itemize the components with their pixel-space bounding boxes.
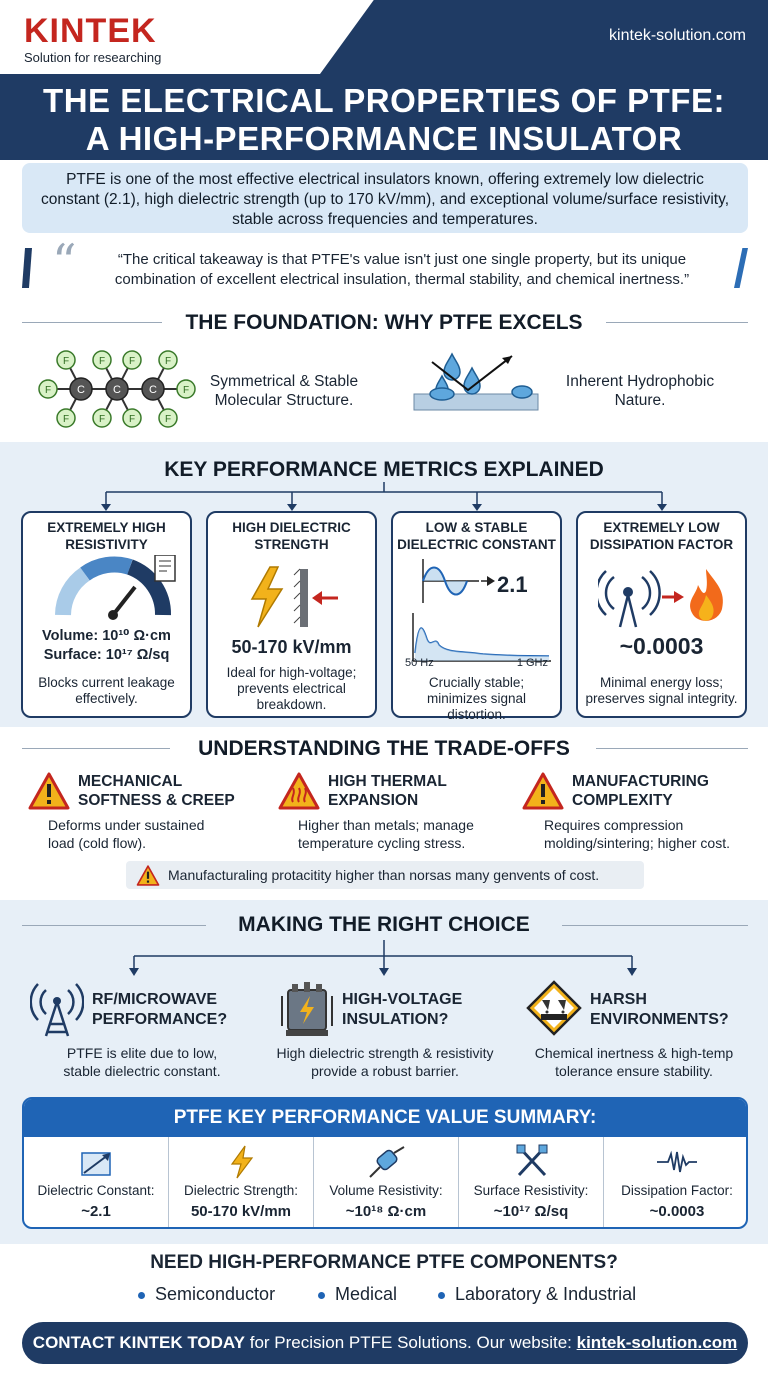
title-line: COMPLEXITY [572,792,673,809]
desc-line: Requires compression [544,817,684,833]
title-line-1: THE ELECTRICAL PROPERTIES OF PTFE: [43,82,725,119]
gauge-icon [55,555,181,627]
desc-line: High dielectric strength & resistivity [276,1045,494,1061]
warning-icon [28,772,70,810]
atom-label: F [62,414,70,425]
card-desc: Crucially stable; minimizes signal distortion. [426,675,527,722]
title-line: HIGH THERMAL [328,773,447,790]
atom-label: F [44,385,52,396]
surface-resistivity-value: Surface: 10¹⁷ Ω/sq [43,647,170,663]
desc-line: temperature cycling stress. [298,835,466,851]
card-value: 2.1 [497,572,528,597]
note-text: Manufacturaling protacitity higher than norsas many genvents of cost. [168,867,600,883]
choice-desc-rf [22,1044,262,1080]
summary-label: Dissipation Factor: [621,1183,733,1198]
summary-cell-surface-resistivity [459,1137,604,1229]
atom-label: F [182,385,190,396]
summary-label: Dielectric Constant: [37,1183,155,1198]
desc-line: Deforms under sustained [48,817,205,833]
title-line: RF/MICROWAVE [92,991,218,1008]
cta-title: NEED HIGH-PERFORMANCE PTFE COMPONENTS? [150,1252,618,1273]
card-desc: Minimal energy loss; preserves signal integrity. [585,675,738,706]
title-line: SOFTNESS & CREEP [78,792,235,809]
atom-label: F [98,414,106,425]
metric-card-dielectric-strength [206,511,377,718]
choice-title-harsh [590,990,729,1030]
metrics-title: KEY PERFORMANCE METRICS EXPLAINED [164,458,604,481]
list-item-label: Semiconductor [155,1284,276,1304]
tradeoff-mechanical [28,772,248,862]
metric-card-dissipation [576,511,747,718]
radio-tower-icon [30,982,84,1038]
card-value [23,627,190,665]
atom-label: F [128,414,136,425]
contact-text: for Precision PTFE Solutions. Our website: [245,1333,577,1352]
crossed-tools-icon [515,1143,549,1179]
choice-connector [0,940,768,980]
bullet-icon [138,1292,145,1299]
intro-box: PTFE is one of the most effective electrical insulators known, offering extremely low dielectric constant (2.1), high dielectric strength (up to 170 kV/mm), and exceptional volume/surface resistivity, stable across frequencies and temperatures. [22,163,748,233]
transformer-icon [280,980,334,1038]
resistor-icon [368,1145,406,1179]
desc-line: PTFE is elite due to low, [66,1045,218,1061]
kintek-logo[interactable] [24,14,161,65]
card-title: EXTREMELY LOW DISSIPATION FACTOR [589,520,734,552]
desc-line: molding/sintering; higher cost. [544,835,730,851]
bullet-icon [438,1292,445,1299]
quote-bar-right [734,248,748,288]
title-line: MANUFACTURING [572,773,709,790]
title-line: EXPANSION [328,792,419,809]
summary-value: ~2.1 [81,1203,111,1220]
card-value: ~0.0003 [619,633,704,659]
desc-line: Higher than metals; manage [298,817,474,833]
title-line: MECHANICAL [78,773,183,790]
tradeoff-desc [544,816,730,852]
metric-card-dielectric-constant [391,511,562,722]
tradeoff-title [78,772,235,810]
corrosive-hazard-icon [526,980,582,1036]
tradeoffs-title: UNDERSTANDING THE TRADE-OFFS [198,737,570,760]
contact-bold: CONTACT KINTEK TODAY [32,1333,245,1352]
quote-text: “The critical takeaway is that PTFE's value isn't just one single property, but its unique combination of excellent electrical insulation, thermal stability, and chemical inertness.” [114,251,690,288]
contact-banner[interactable] [22,1322,748,1364]
card-desc: Blocks current leakage effectively. [38,675,175,706]
molecule-icon [36,346,196,432]
summary-table [22,1097,748,1229]
atom-label: F [164,356,172,367]
water-drops-icon [412,348,542,414]
title-line: ENVIRONMENTS? [590,1011,729,1028]
summary-title: PTFE KEY PERFORMANCE VALUE SUMMARY: [24,1099,746,1137]
foundation-title: THE FOUNDATION: WHY PTFE EXCELS [185,311,583,334]
title-line: PERFORMANCE? [92,1011,228,1028]
choice-title-rf [92,990,227,1030]
summary-label: Surface Resistivity: [473,1183,589,1198]
desc-line: provide a robust barrier. [311,1063,459,1079]
card-value: 50-170 kV/mm [231,637,352,657]
list-item [318,1284,397,1305]
list-item [138,1284,275,1305]
card-title: EXTREMELY HIGH RESISTIVITY [47,520,166,552]
card-title: HIGH DIELECTRIC STRENGTH [232,520,351,552]
warning-icon [136,865,160,886]
list-item-label: Medical [335,1284,398,1304]
summary-label: Dielectric Strength: [183,1183,299,1198]
quote-block [22,234,748,290]
quote-bar-left [22,248,32,288]
title-line-2: A HIGH-PERFORMANCE INSULATOR [85,120,683,157]
tradeoff-desc [298,816,474,852]
choice-title: MAKING THE RIGHT CHOICE [238,913,530,936]
choice-desc-hv [262,1044,508,1080]
atom-label: C [149,384,157,396]
logo-name: KINTEK [24,12,157,50]
title-line: HARSH [590,991,647,1008]
summary-label: Volume Resistivity: [329,1183,443,1198]
atom-label: F [62,356,70,367]
summary-value: ~0.0003 [649,1203,705,1220]
choice-title-hv [342,990,462,1030]
desc-line: load (cold flow). [48,835,147,851]
atom-label: F [164,414,172,425]
tradeoff-thermal [278,772,498,862]
metric-card-resistivity [21,511,192,718]
waveform-icon [656,1149,698,1175]
list-item [438,1284,636,1305]
foundation-item-molecular: Symmetrical & Stable Molecular Structure. [209,373,359,409]
wave-graph-icon [403,557,553,667]
card-title: LOW & STABLE DIELECTRIC CONSTANT [397,520,556,552]
quote-mark-icon: “ [52,234,77,290]
antenna-flame-icon [598,565,730,629]
summary-value: ~10¹⁸ Ω·cm [345,1203,427,1220]
summary-cell-dissipation-factor [604,1137,748,1229]
card-desc: Ideal for high-voltage; prevents electrical breakdown. [226,665,357,712]
bolt-icon [229,1145,255,1179]
summary-cell-volume-resistivity [314,1137,459,1229]
tradeoff-title [328,772,447,810]
slope-icon [80,1149,114,1177]
metrics-connector [0,482,768,512]
title-line: HIGH-VOLTAGE [342,991,463,1008]
logo-tagline: Solution for researching [24,50,162,65]
website-link[interactable]: kintek-solution.com [609,27,746,44]
atom-label: C [113,384,121,396]
desc-line: Chemical inertness & high-temp [534,1045,734,1061]
choice-desc-harsh [514,1044,754,1080]
atom-label: F [98,356,106,367]
freq-low-label: 50 Hz [405,657,434,669]
list-item-label: Laboratory & Industrial [455,1284,637,1304]
tradeoff-desc [48,816,204,852]
heat-warning-icon [278,772,320,810]
summary-cell-dielectric-strength [169,1137,314,1229]
tradeoff-note [126,861,644,889]
title-line: INSULATION? [342,1011,449,1028]
volume-resistivity-value: Volume: 10¹⁰ Ω·cm [42,628,171,644]
desc-line: stable dielectric constant. [63,1063,221,1079]
freq-high-label: 1 GHz [516,657,548,669]
lightning-barrier-icon [246,565,342,631]
tradeoff-title [572,772,709,810]
atom-label: C [77,384,85,396]
page-title [0,82,768,158]
atom-label: F [128,356,136,367]
bullet-icon [318,1292,325,1299]
foundation-item-hydrophobic: Inherent Hydrophobic Nature. [565,373,715,409]
tradeoff-manufacturing [522,772,752,862]
desc-line: tolerance ensure stability. [555,1063,713,1079]
summary-cell-dielectric-constant [24,1137,169,1229]
warning-icon [522,772,564,810]
contact-website-link[interactable]: kintek-solution.com [576,1333,738,1352]
summary-value: 50-170 kV/mm [190,1203,292,1220]
summary-value: ~10¹⁷ Ω/sq [493,1203,569,1220]
